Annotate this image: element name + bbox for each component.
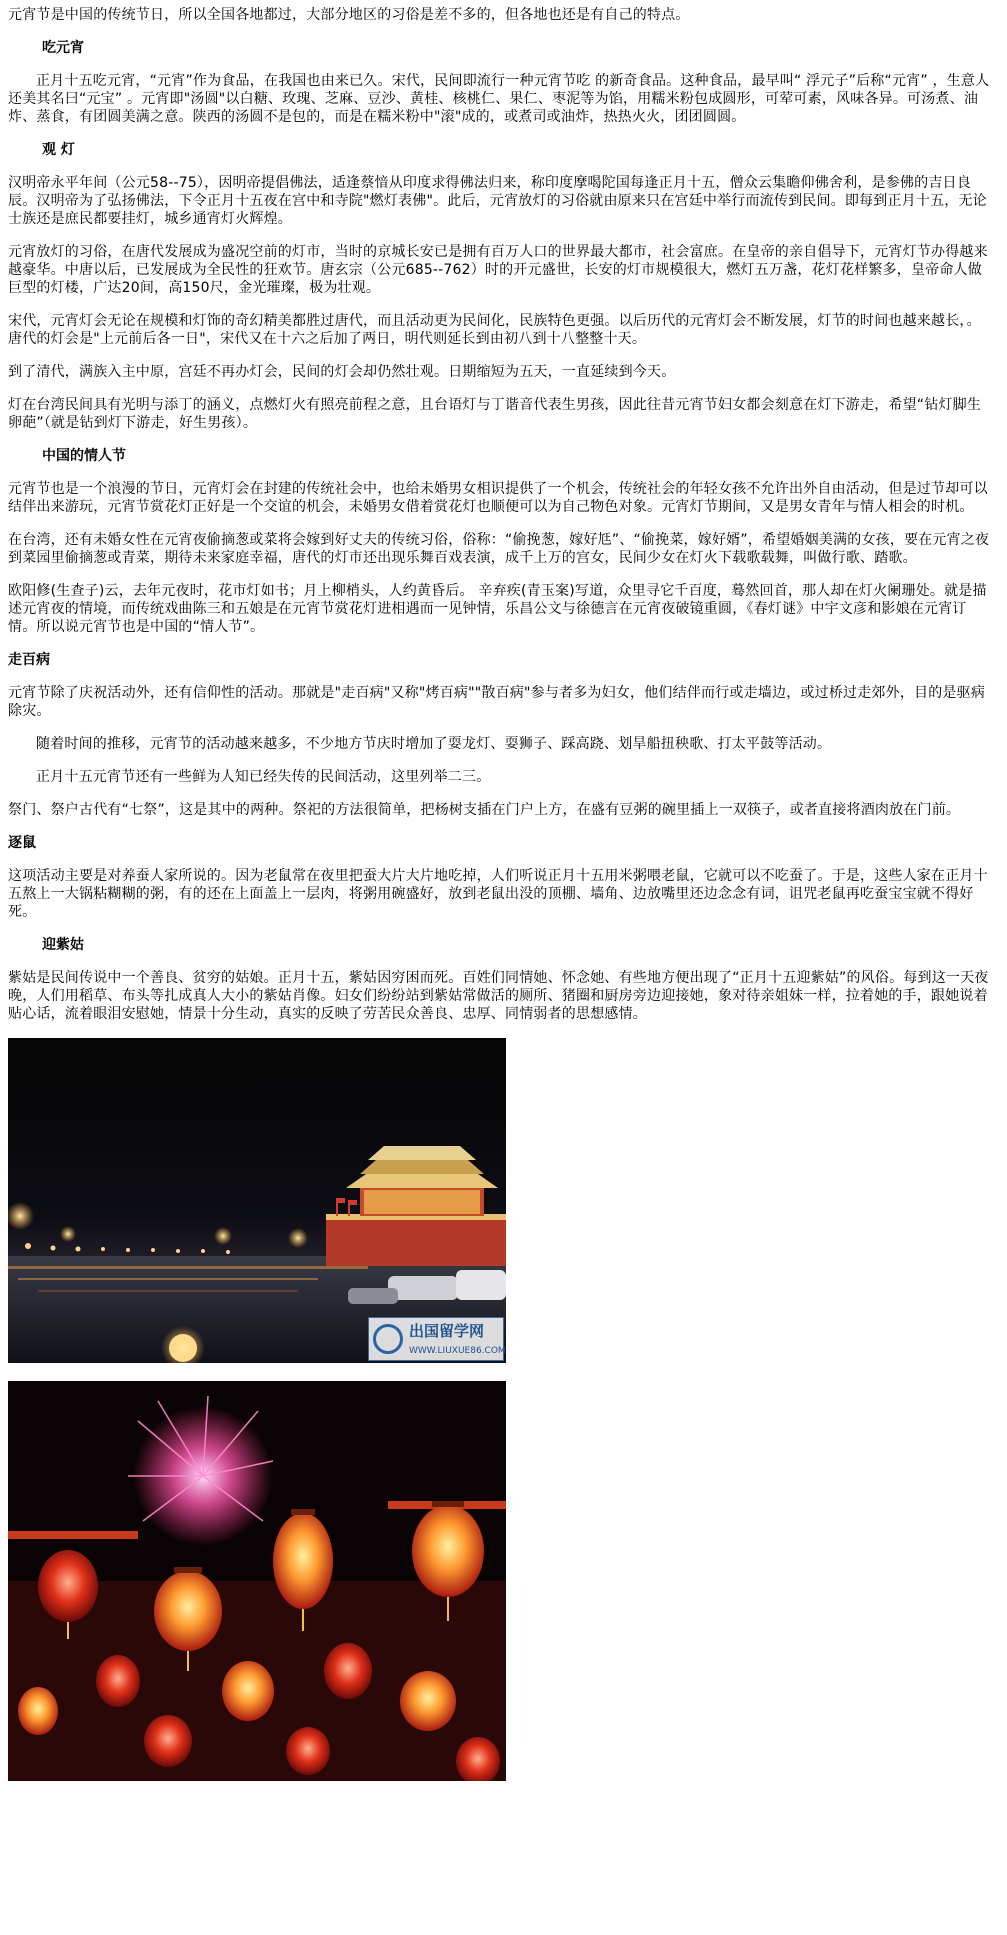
section-title-zou-baibing: 走百病 [8,652,50,668]
paragraph: 在台湾，还有未婚女性在元宵夜偷摘葱或菜将会嫁到好丈夫的传统习俗，俗称：“偷挽葱，嫁好尪”、“偷挽菜，嫁好婿”，希望婚姻美满的女孩，要在元宵之夜到菜园里偷摘葱或青菜，期待未来家庭幸福，唐代的灯市还出现乐舞百戏表演，成千上万的宫女，民间少女在灯火下载歌载舞，叫做行歌、踏歌。 [8,532,990,566]
paragraph: 紫姑是民间传说中一个善良、贫穷的姑娘。正月十五，紫姑因穷困而死。百姓们同情她、怀念她、有些地方便出现了“正月十五迎紫姑”的风俗。每到这一天夜晚，人们用稻草、布头等扎成真人大小的紫姑肖像。妇女们纷纷站到紫姑常做活的厕所、猪圈和厨房旁边迎接她，象对待亲姐妹一样，拉着她的手，跟她说着贴心话，流着眼泪安慰她，情景十分生动，真实的反映了劳苦民众善良、忠厚、同情弱者的思想感情。 [8,970,989,1022]
paragraph: 欧阳修(生查子)云，去年元夜时，花市灯如书；月上柳梢头，人约黄昏后。 辛弃疾(青玉案)写道，众里寻它千百度，蓦然回首，那人却在灯火阑珊处。就是描述元宵夜的情境，而传统戏曲陈三和五娘是在元宵节赏花灯进相遇而一见钟情，乐昌公文与徐德言在元宵夜破镜重圆，《春灯谜》中宇文彦和影娘在元宵订情。所以说元宵节也是中国的“情人节”。 [8,583,987,635]
intro-paragraph: 元宵节是中国的传统节日，所以全国各地都过，大部分地区的习俗是差不多的，但各地也还是有自己的特点。 [8,7,690,23]
section-title-welcome-zigu: 迎紫姑 [42,937,84,953]
photo-tiananmen-night [8,1038,506,1363]
section-title-eat-yuanxiao: 吃元宵 [42,40,84,56]
paragraph: 祭门、祭户古代有“七祭”，这是其中的两种。祭祀的方法很简单，把杨树支插在门户上方，在盛有豆粥的碗里插上一双筷子，或者直接将酒肉放在门前。 [8,802,961,818]
section-title-chase-rats: 逐鼠 [8,835,36,851]
watermark-name: 出国留学网 [409,1322,485,1340]
watermark-logo [368,1317,504,1361]
section-title-watch-lanterns: 观 灯 [42,142,75,158]
article [8,6,994,1799]
paragraph: 元宵放灯的习俗，在唐代发展成为盛况空前的灯市，当时的京城长安已是拥有百万人口的世界最大都市，社会富庶。在皇帝的亲自倡导下，元宵灯节办得越来越豪华。中唐以后，已发展成为全民性的狂欢节。唐玄宗（公元685--762）时的开元盛世，长安的灯市规模很大，燃灯五万盏，花灯花样繁多，皇帝命人做巨型的灯楼，广达20间，高150尺，金光璀璨，极为壮观。 [8,244,988,296]
globe-icon [373,1324,403,1354]
paragraph: 灯在台湾民间具有光明与添丁的涵义，点燃灯火有照亮前程之意，且台语灯与丁谐音代表生男孩，因此往昔元宵节妇女都会刻意在灯下游走，希望“钻灯脚生卵葩”（就是钻到灯下游走，好生男孩）。 [8,397,982,431]
paragraph: 宋代，元宵灯会无论在规模和灯饰的奇幻精美都胜过唐代，而且活动更为民间化，民族特色更强。以后历代的元宵灯会不断发展，灯节的时间也越来越长，。唐代的灯会是"上元前后各一日"，宋代又在十六之后加了两日，明代则延长到由初八到十八整整十天。 [8,313,981,347]
paragraph: 汉明帝永平年间（公元58--75），因明帝提倡佛法，适逢蔡愔从印度求得佛法归来，称印度摩喝陀国每逢正月十五，僧众云集瞻仰佛舍利，是参佛的吉日良辰。汉明帝为了弘扬佛法，下令正月十五夜在宫中和寺院"燃灯表佛"。此后，元宵放灯的习俗就由原来只在宫廷中举行而流传到民间。即每到正月十五，无论士族还是庶民都要挂灯，城乡通宵灯火辉煌。 [8,175,987,227]
paragraph: 正月十五吃元宵，“元宵”作为食品，在我国也由来已久。宋代，民间即流行一种元宵节吃 的新奇食品。这种食品，最早叫“ 浮元子”后称“元宵” ，生意人还美其名曰“元宝” 。元宵即"汤圆"以白糖、玫瑰、芝麻、豆沙、黄桂、核桃仁、果仁、枣泥等为馅，用糯米粉包成圆形，可荤可素，风味各异。可汤煮、油炸、蒸食，有团圆美满之意。陕西的汤圆不是包的，而是在糯米粉中"滚"成的，或煮司或油炸，热热火火，团团圆圆。 [8,73,990,125]
paragraph: 元宵节除了庆祝活动外，还有信仰性的活动。那就是"走百病"又称"烤百病""散百病"参与者多为妇女，他们结伴而行或走墙边，或过桥过走郊外，目的是驱病除灾。 [8,685,986,719]
paragraph: 随着时间的推移，元宵节的活动越来越多，不少地方节庆时增加了耍龙灯、耍狮子、踩高跷、划旱船扭秧歌、打太平鼓等活动。 [36,736,832,752]
paragraph: 这项活动主要是对养蚕人家所说的。因为老鼠常在夜里把蚕大片大片地吃掉，人们听说正月十五用米粥喂老鼠，它就可以不吃蚕了。于是，这些人家在正月十五熬上一大锅粘糊糊的粥，有的还在上面盖上一层肉，将粥用碗盛好，放到老鼠出没的顶棚、墙角、边放嘴里还边念念有词，诅咒老鼠再吃蚕宝宝就不得好死。 [8,868,988,920]
watermark-url: WWW.LIUXUE86.COM [409,1346,506,1356]
section-title-valentines: 中国的情人节 [42,448,126,464]
photo-red-lanterns [8,1381,506,1781]
paragraph: 元宵节也是一个浪漫的节日，元宵灯会在封建的传统社会中，也给未婚男女相识提供了一个机会，传统社会的年轻女孩不允许出外自由活动，但是过节却可以结伴出来游玩，元宵节赏花灯正好是一个交谊的机会，未婚男女借着赏花灯也顺便可以为自己物色对象。元宵灯节期间，又是男女青年与情人相会的时机。 [8,481,988,515]
paragraph: 到了清代，满族入主中原，宫廷不再办灯会，民间的灯会却仍然壮观。日期缩短为五天，一直延续到今天。 [8,364,676,380]
paragraph: 正月十五元宵节还有一些鲜为人知已经失传的民间活动，这里列举二三。 [36,769,491,785]
